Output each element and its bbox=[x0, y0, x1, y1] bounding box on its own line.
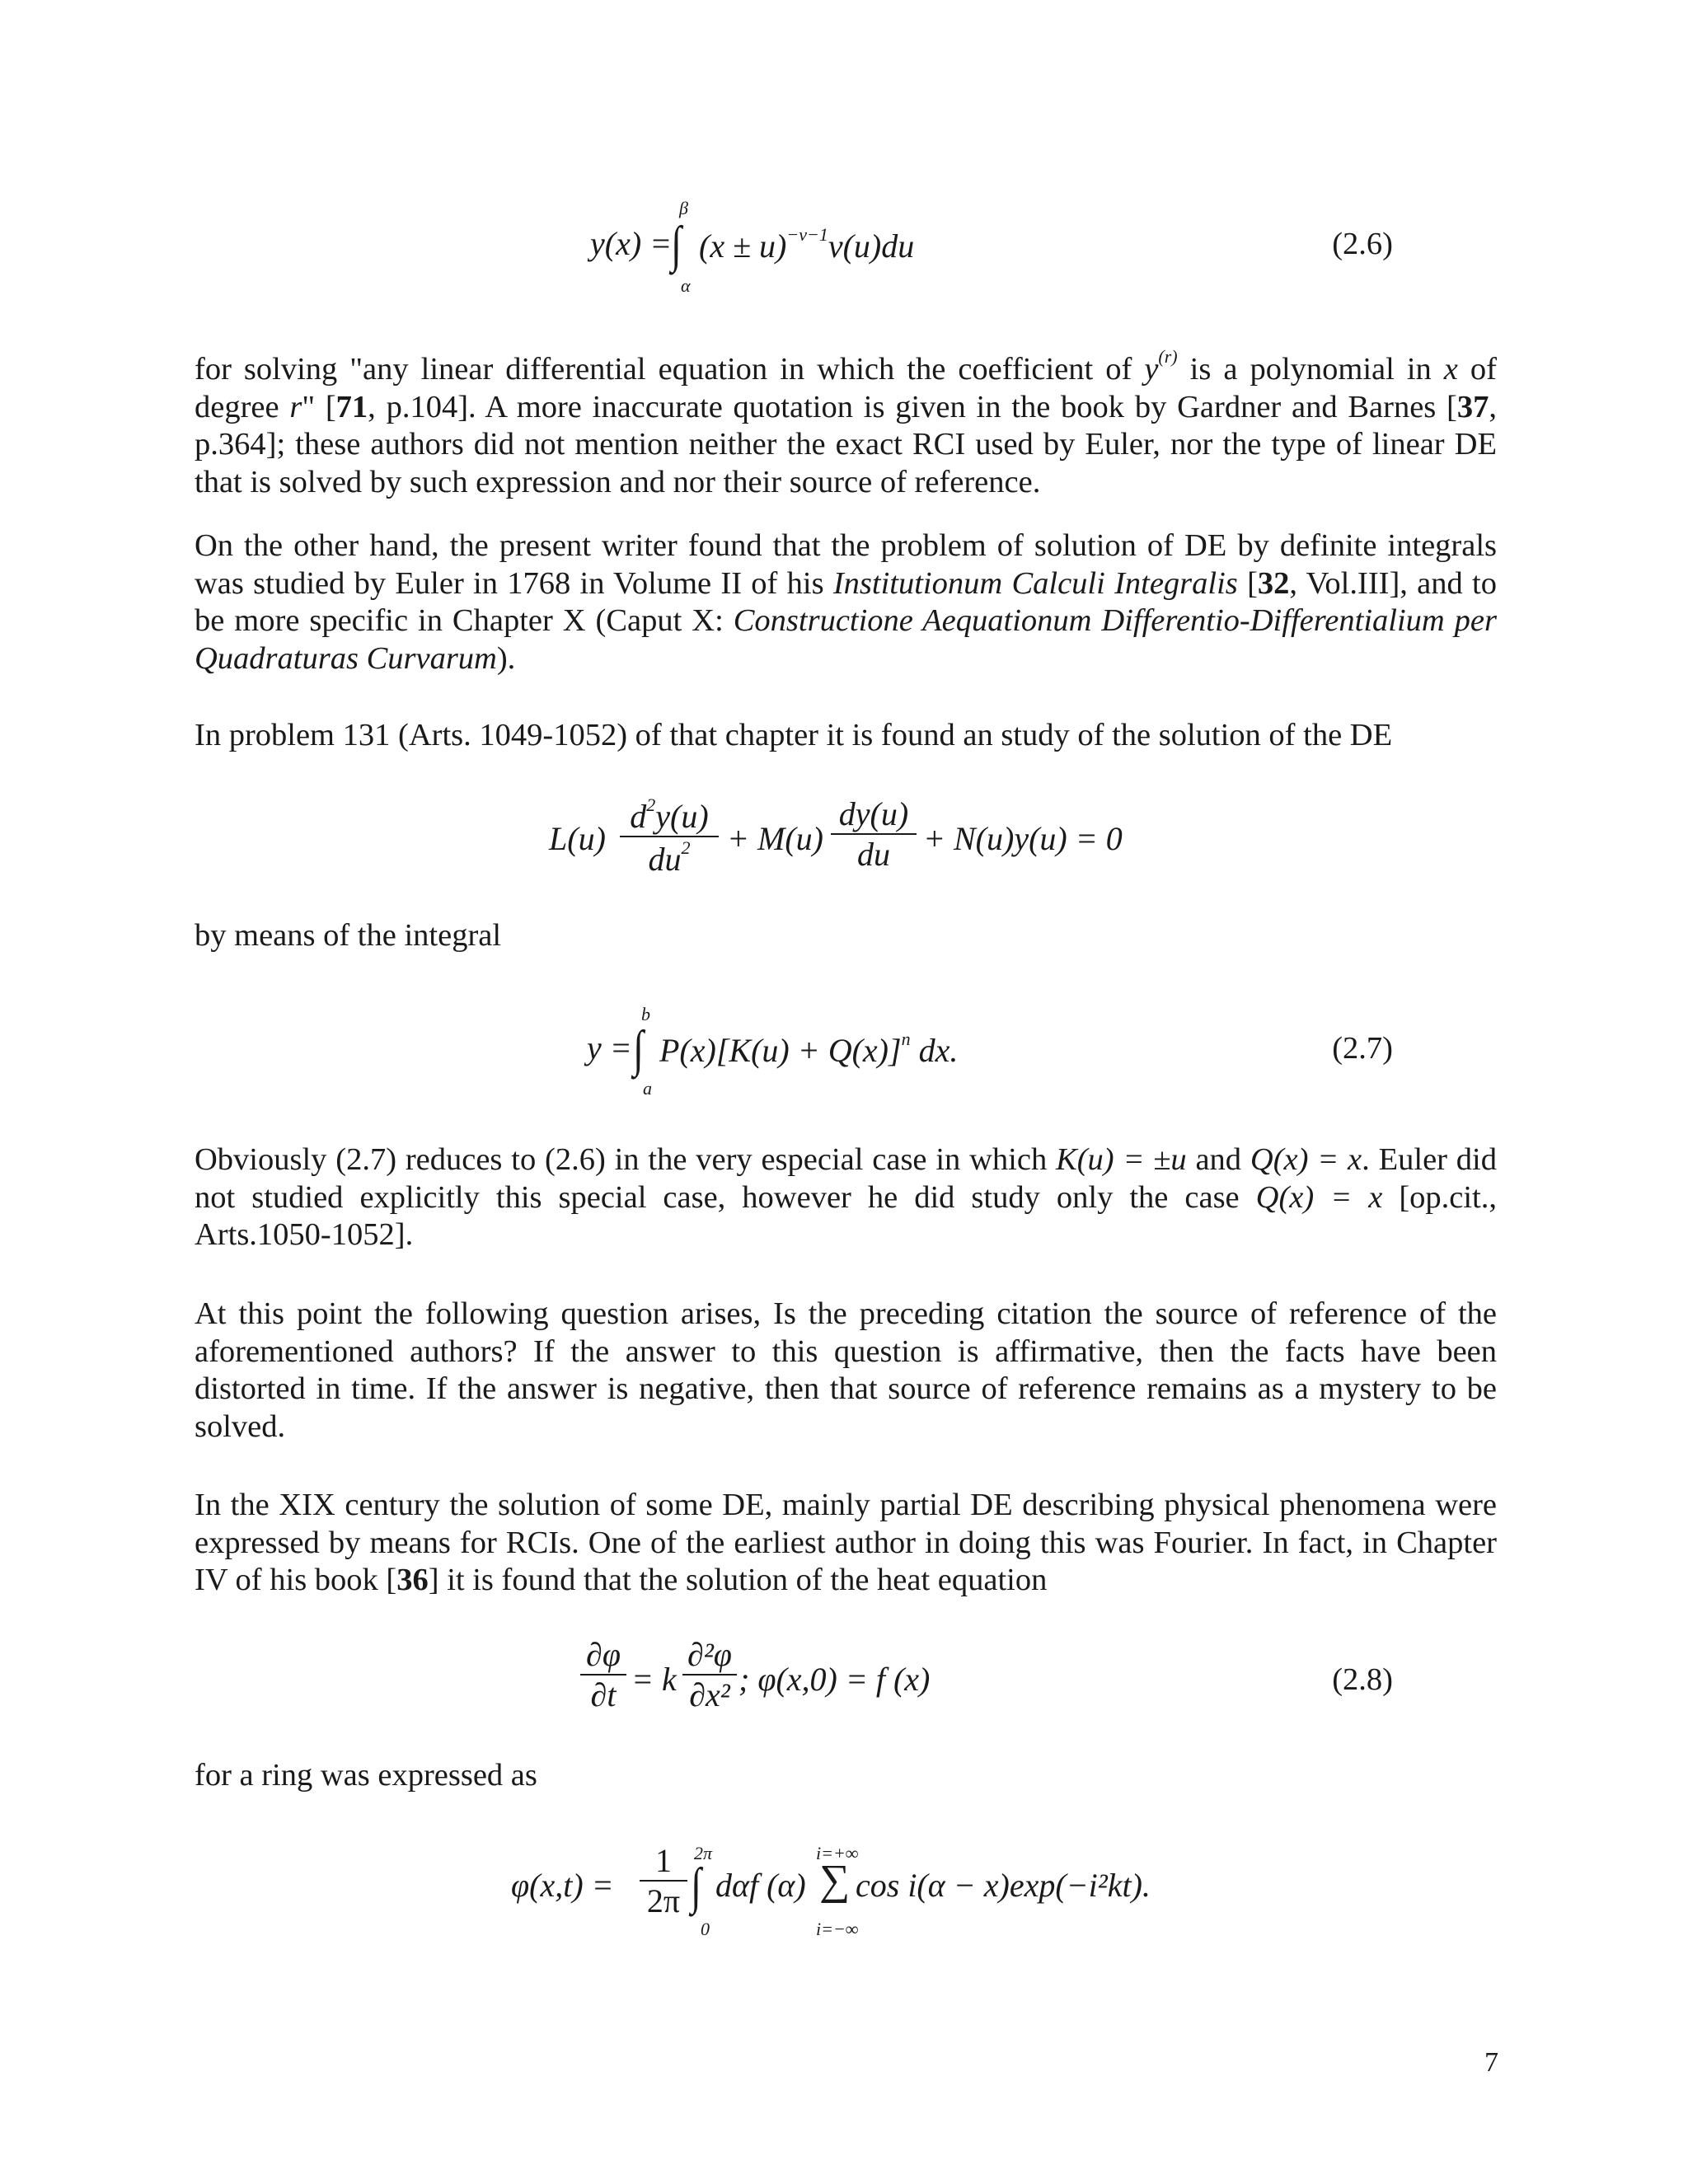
eqf-lower-limit: 0 bbox=[701, 1919, 710, 1939]
eq28-eqk: = k bbox=[631, 1661, 677, 1698]
eq28-frac-1: $\frac{\partial\varphi}{\partial t}$ bbox=[580, 1635, 626, 1714]
paragraph-4: by means of the integral bbox=[195, 918, 502, 953]
eqf-lhs: φ(x,t) = bbox=[511, 1867, 614, 1904]
eq26-upper-limit: β bbox=[679, 198, 688, 218]
paragraph-7: In the XIX century the solution of some DE, mainly partial DE describing physical phenomena were expressed by means for RCIs. One of the earliest author in doing this was Fourier. In fact, in Chapter IV of his book [36] it is found that the solution of the heat equation bbox=[195, 1488, 1497, 1598]
eq26-body: $(x \pm u)^{-\nu-1}\nu(u)du$ bbox=[699, 224, 915, 265]
eq26-lower-limit: α bbox=[681, 275, 691, 296]
eq28-frac-2: $\frac{\text{∂²φ}}{\text{∂x²}}$ bbox=[682, 1635, 737, 1714]
eqf-sum-sign: ∑ bbox=[819, 1857, 851, 1904]
eq28-rest: ; φ(x,0) = f (x) bbox=[738, 1661, 931, 1698]
de-rest: + N(u)y(u) = 0 bbox=[923, 820, 1123, 857]
paragraph-5: Obviously (2.7) reduces to (2.6) in the very especial case in which K(u) = ±u and Q(x) = x. Euler did not studied explicitly this special case, however he did study only the case Q(x) = x [op.cit., Arts.1050-1052]. bbox=[195, 1142, 1498, 1253]
eqf-integral-sign: ∫ bbox=[691, 1858, 701, 1915]
eq26-number: (2.6) bbox=[1332, 227, 1393, 261]
paragraph-8: for a ring was expressed as bbox=[195, 1758, 537, 1793]
de-frac-1: $\frac{d^2y(u)}{du^2}$ bbox=[620, 794, 719, 879]
paragraph-2: On the other hand, the present writer found that the problem of solution of DE by definite integrals was studied by Euler in 1768 in Volume II of his Institutionum Calculi Integralis [32, Vol.III], and to be more specific in Chapter X (Caput X: Constructione Aequationum Differentio-Differentialium per Quadraturas Curvarum). bbox=[195, 528, 1497, 676]
eqf-sum-lower: i=−∞ bbox=[816, 1919, 859, 1939]
eq27-upper-limit: b bbox=[641, 1004, 650, 1024]
page-number: 7 bbox=[1484, 2047, 1498, 2078]
paragraph-3: In problem 131 (Arts. 1049-1052) of that chapter it is found an study of the solution of the DE bbox=[195, 718, 1393, 752]
eq27-body: $P(x)[K(u) + Q(x)]^n$ dx. bbox=[659, 1029, 959, 1069]
eq26-lhs: y(x) = bbox=[590, 225, 673, 262]
eq26-integral-sign: ∫ bbox=[671, 217, 682, 273]
eq27-integral-sign: ∫ bbox=[633, 1021, 644, 1077]
de-frac-2: $\frac{dy(u)}{du}$ bbox=[831, 794, 917, 874]
eq27-lhs: y = bbox=[587, 1029, 632, 1066]
eqf-upper-limit: 2π bbox=[694, 1843, 713, 1863]
eq28-number: (2.8) bbox=[1332, 1662, 1393, 1697]
eq27-number: (2.7) bbox=[1332, 1031, 1393, 1066]
eqf-rest: cos i(α − x)exp(−i²kt). bbox=[856, 1867, 1151, 1904]
de-L: L(u) bbox=[549, 820, 606, 857]
de-plus-M: + M(u) bbox=[727, 820, 823, 857]
eqf-frac: $\frac{1}{2\pi}$ bbox=[640, 1841, 687, 1920]
paragraph-1: for solving "any linear differential equation in which the coefficient of $y^{(r)}$ is a polynomial in x of degree r" [71, p.104]. A more inaccurate quotation is given in the book by Gardner and Barnes [37, p.364]; these authors did not mention neither the exact RCI used by Euler, nor the type of linear DE that is solved by such expression and nor their source of reference. bbox=[195, 346, 1497, 499]
eqf-sum-upper: i=+∞ bbox=[816, 1843, 859, 1863]
eqf-mid: dαf (α) bbox=[715, 1867, 806, 1904]
paragraph-6: At this point the following question arises, Is the preceding citation the source of reference of the aforementioned authors? If the answer to this question is affirmative, then the facts have been distorted in time. If the answer is negative, then that source of reference remains as a mystery to be solved. bbox=[195, 1296, 1497, 1444]
eq27-lower-limit: a bbox=[643, 1078, 652, 1099]
